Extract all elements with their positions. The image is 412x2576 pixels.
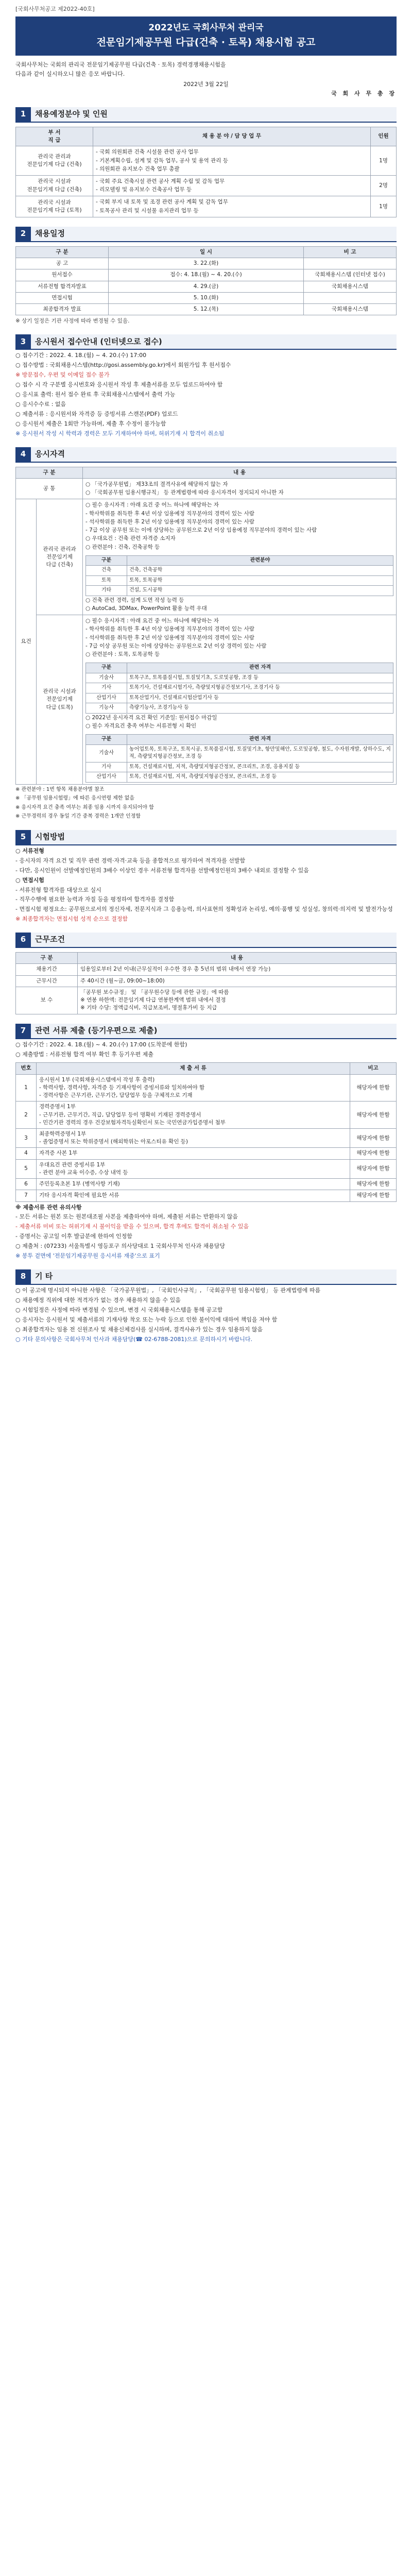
- text-line: - 석사학위를 취득한 후 2년 이상 임용예정 직무분야의 경력이 있는 사람: [85, 518, 254, 525]
- table-cell: 6: [16, 1179, 37, 1190]
- table-cell: 채용기간: [16, 964, 78, 975]
- table-header: 채 용 분 야 / 담 당 업 무: [93, 127, 371, 146]
- table-cell: 3: [16, 1128, 37, 1147]
- table-cell: 해당자에 한함: [350, 1190, 397, 1201]
- section-title: 근무조건: [31, 933, 397, 947]
- recruitment-table: [15, 127, 397, 217]
- table-header: 제 출 서 류: [37, 1063, 350, 1074]
- table-row: [86, 673, 393, 683]
- section-number: 3: [15, 334, 31, 349]
- table-cell: 「공무원 보수규정」 및 「공무원수당 등에 관한 규정」에 따름 ※ 연봉 하한액: 전문임기제 다급 연봉한계액 범위 내에서 결정 ※ 기타 수당: 정액급식비, 직급보조비, 명절휴가비 등 지급: [78, 987, 397, 1014]
- table-header: 구 분: [16, 467, 83, 478]
- text-line: ○ 제출서류 : 응시원서와 자격증 등 증빙서류 스캔본(PDF) 업로드: [15, 411, 178, 417]
- table-cell: 기사: [86, 762, 127, 772]
- section-title: 채용일정: [31, 227, 397, 241]
- section-etc: [15, 1269, 397, 1344]
- common-label: 공 통: [16, 479, 83, 499]
- table-row: [86, 586, 393, 596]
- table-cell: 2: [16, 1101, 37, 1129]
- table-cell: 1: [16, 1074, 37, 1101]
- table-cell: 건축: [86, 566, 127, 576]
- text-line: - 학사학위를 취득한 후 4년 이상 임용예정 직무분야의 경력이 있는 사람: [85, 626, 254, 633]
- sub-header: 구분: [86, 663, 127, 673]
- table-header: 구 분: [16, 953, 78, 964]
- section-title: 기 타: [31, 1269, 397, 1284]
- section-qualifications: [15, 447, 397, 821]
- table-cell: 기타: [86, 586, 127, 596]
- table-cell: 건축, 건축공학: [127, 566, 393, 576]
- sub-header: 관련 자격: [127, 735, 393, 745]
- section-header: [15, 1269, 397, 1285]
- count-cell: 1명: [371, 196, 397, 217]
- table-cell: 자격증 사본 1부: [37, 1148, 350, 1159]
- table-cell: [304, 258, 397, 269]
- table-row: [16, 1179, 397, 1190]
- exam-lines: [15, 847, 397, 924]
- table-row: [16, 281, 397, 292]
- text-line: ○ AutoCad, 3DMax, PowerPoint 활용 능력 우대: [85, 605, 207, 612]
- table-cell: 해당자에 한함: [350, 1074, 397, 1101]
- dept-cell: 관리국 시설과 전문임기제 다급 (건축): [16, 175, 93, 196]
- table-row: [16, 258, 397, 269]
- civil-license-table: [85, 734, 393, 783]
- duty-line: - 국회 의원회관 건축 시설물 관련 공사 업무: [96, 149, 199, 156]
- text-line: ○ 관련분야 : 건축, 건축공학 등: [85, 544, 160, 550]
- issuer: 국 회 사 무 총 장: [331, 90, 397, 97]
- text-line: - 서류전형 합격자를 대상으로 실시: [15, 886, 101, 893]
- field-label: 요건: [16, 499, 37, 784]
- table-row: [86, 683, 393, 693]
- sub-header: 구분: [86, 555, 127, 566]
- section-number: 5: [15, 830, 31, 844]
- text-line: ○ 응시자는 응시원서 및 제출서류의 기재사항 착오 또는 누락 등으로 인한 불이익에 대하여 책임을 져야 함: [15, 1316, 278, 1323]
- text-line: ○ 채용예정 직위에 대한 적격자가 없는 경우 채용하지 않을 수 있음: [15, 1297, 181, 1304]
- table-cell: 5: [16, 1159, 37, 1178]
- text-line: ※ 봉투 겉면에 '전문임기제공무원 응시서류 재중'으로 표기: [15, 1252, 160, 1260]
- table-header: 내 용: [83, 467, 397, 478]
- announcement-date: 2022년 3월 22일: [183, 81, 229, 88]
- text-line: ※ 제출서류 관련 유의사항: [15, 1204, 82, 1211]
- text-line: - 면접시험 평정요소: 공무원으로서의 정신자세, 전문지식과 그 응용능력, 의사표현의 정확성과 논리성, 예의·품행 및 성실성, 창의력·의지력 및 발전가능성: [15, 906, 393, 913]
- title-line1: 2022년도 국회사무처 관리국: [148, 22, 264, 33]
- table-cell: 주 40시간 (월~금, 09:00~18:00): [78, 975, 397, 987]
- text-line: ※ 응시자격 요건 충족 여부는 최종 임용 시까지 유지되어야 함: [15, 804, 154, 810]
- documents-table: [15, 1062, 397, 1201]
- intro: [15, 61, 397, 98]
- text-line: - 학사학위를 취득한 후 4년 이상 임용예정 직무분야의 경력이 있는 사람: [85, 510, 254, 517]
- text-line: ○ 접수 시 각 구분별 응시번호와 응시원서 작성 후 제출서류를 모두 업로드하여야 함: [15, 381, 223, 388]
- table-cell: 토목산업기사, 건설재료시험산업기사 등: [127, 693, 393, 703]
- table-cell: 기사: [86, 683, 127, 693]
- text-line: ○ 필수 자격요건 충족 여부는 서류전형 시 확인: [85, 723, 197, 730]
- table-cell: 농어업토목, 토목구조, 토목시공, 토목품질시험, 토질및기초, 항만및해안, 도로및공항, 철도, 수자원개발, 상하수도, 지적, 측량및지형공간정보, 조경 등: [127, 744, 393, 762]
- duties-cell: [93, 196, 371, 217]
- table-cell: 보 수: [16, 987, 78, 1014]
- table-row: [16, 964, 397, 975]
- text-line: ○ 필수 응시자격 : 아래 요건 중 어느 하나에 해당하는 자: [85, 618, 219, 624]
- text-line: ○ 시험일정은 사정에 따라 변경될 수 있으며, 변경 시 국회채용시스템을 통해 공고함: [15, 1307, 223, 1313]
- text-line: ※ 응시원서 작성 시 학력과 경력은 모두 기재하여야 하며, 허위기재 시 합격이 취소됨: [15, 430, 225, 437]
- duty-line: - 의원회관 유지보수 건축 업무 총괄: [96, 165, 180, 172]
- table-cell: 우대요건 관련 증빙서류 1부 - 관련 분야 교육 이수증, 수상 내역 등: [37, 1159, 350, 1178]
- table-row: [16, 303, 397, 315]
- dept-cell: 관리국 시설과 전문임기제 다급 (토목): [16, 196, 93, 217]
- duty-line: - 토목공사 관리 및 시설물 유지관리 업무 등: [96, 207, 199, 214]
- table-row: [16, 1128, 397, 1147]
- table-row: [86, 772, 393, 783]
- section-header: [15, 933, 397, 948]
- table-header: 부 서 직 급: [16, 127, 93, 146]
- etc-lines: [15, 1286, 397, 1344]
- text-line: - 석사학위를 취득한 후 2년 이상 임용예정 직무분야의 경력이 있는 사람: [85, 634, 254, 641]
- documents-notes: [15, 1204, 397, 1261]
- table-row: [16, 175, 397, 196]
- text-line: ○ 응시수수료 : 없음: [15, 401, 66, 408]
- section-title: 채용예정분야 및 인원: [31, 107, 397, 122]
- table-cell: 해당자에 한함: [350, 1159, 397, 1178]
- table-cell: 해당자에 한함: [350, 1148, 397, 1159]
- table-cell: 해당자에 한함: [350, 1101, 397, 1129]
- table-cell: 토목, 건설재료시험, 지적, 측량및지형공간정보, 콘크리트, 조경, 응용지질 등: [127, 762, 393, 772]
- table-cell: 기타 응시자격 확인에 필요한 서류: [37, 1190, 350, 1201]
- table-header: 일 시: [109, 246, 304, 258]
- table-cell: 해당자에 한함: [350, 1128, 397, 1147]
- section-number: 7: [15, 1024, 31, 1038]
- duties-cell: [93, 175, 371, 196]
- text-line: - 응시자의 자격 요건 및 직무 관련 경력·자격·교육 등을 종합적으로 평가하여 적격자를 선발함: [15, 857, 246, 864]
- table-cell: 기술사: [86, 744, 127, 762]
- sub-header: 구분: [86, 735, 127, 745]
- table-cell: [304, 292, 397, 303]
- qualification-footnotes: [15, 786, 397, 821]
- text-line: ○ 2022년 응시자격 요건 확인 기준일: 원서접수 마감일: [85, 714, 217, 721]
- section-number: 8: [15, 1269, 31, 1284]
- section-number: 1: [15, 107, 31, 122]
- text-line: ○ 접수기간 : 2022. 4. 18.(월) ~ 4. 20.(수) 17:00: [15, 352, 147, 359]
- doc-number: [국회사무처공고 제2022-40호]: [15, 6, 95, 12]
- table-cell: 해당자에 한함: [350, 1179, 397, 1190]
- section-title: 관련 서류 제출 (등기우편으로 제출): [31, 1024, 397, 1038]
- section-title: 시험방법: [31, 830, 397, 844]
- text-line: ○ 응시표 출력: 원서 접수 완료 후 국회채용시스템에서 출력 가능: [15, 391, 176, 398]
- table-cell: 산업기사: [86, 693, 127, 703]
- table-row: [16, 1101, 397, 1129]
- text-line: - 직무수행에 필요한 능력과 자질 등을 평정하여 합격자를 결정함: [15, 896, 175, 903]
- section-application: [15, 334, 397, 437]
- section-header: [15, 1024, 397, 1039]
- civil-requirements: [83, 615, 397, 785]
- table-cell: 주민등록초본 1부 (병역사항 기재): [37, 1179, 350, 1190]
- text-line: - 7급 이상 공무원 또는 이에 상당하는 공무원으로 2년 이상 경력이 있는 사람: [85, 642, 267, 649]
- table-cell: 근무시간: [16, 975, 78, 987]
- duty-line: - 리모델링 및 유지보수 건축공사 업무 등: [96, 187, 192, 193]
- table-cell: 국회채용시스템: [304, 303, 397, 315]
- table-row: [16, 292, 397, 303]
- table-row: [16, 146, 397, 176]
- arch-label: 관리국 관리과 전문임기제 다급 (건축): [37, 499, 83, 615]
- dept-cell: 관리국 관리과 전문임기제 다급 (건축): [16, 146, 93, 176]
- intro-line1: 국회사무처는 국회의 관리국 전문임기제공무원 다급(건축 · 토목) 경력경쟁채용시험을: [15, 61, 226, 69]
- table-row: [86, 762, 393, 772]
- table-row: [86, 693, 393, 703]
- table-row: [16, 269, 397, 281]
- text-line: ○ 관련분야 : 토목, 토목공학 등: [85, 651, 160, 658]
- table-cell: 접수: 4. 18.(월) ~ 4. 20.(수): [109, 269, 304, 281]
- table-header: 구 분: [16, 246, 109, 258]
- table-row: [86, 703, 393, 714]
- section-header: [15, 830, 397, 845]
- text-line: ○ 건축 관련 경력, 설계 도면 작성 능력 등: [85, 597, 184, 603]
- table-row: [86, 575, 393, 586]
- duty-line: - 국회 부지 내 토목 및 조경 관련 공사 계획 및 감독 업무: [96, 199, 228, 206]
- text-line: ※ 방문접수, 우편 및 이메일 접수 불가: [15, 371, 110, 379]
- text-line: - 모든 서류는 원본 또는 원본대조필 사본을 제출하여야 하며, 제출된 서류는 반환하지 않음: [15, 1213, 238, 1221]
- count-cell: 1명: [371, 146, 397, 176]
- section-conditions: [15, 933, 397, 1014]
- section-exam: [15, 830, 397, 924]
- table-cell: 기능사: [86, 703, 127, 714]
- table-cell: 면접시험: [16, 292, 109, 303]
- civil-label: 관리국 시설과 전문임기제 다급 (토목): [37, 615, 83, 785]
- text-line: ○ 제출처 : (07233) 서울특별시 영등포구 의사당대로 1 국회사무처 인사과 채용담당: [15, 1243, 225, 1250]
- section-header: [15, 227, 397, 242]
- text-line: ○ 「국회공무원 임용시행규칙」 등 관계법령에 따라 응시자격이 정지되지 아니한 자: [85, 489, 284, 496]
- table-cell: 4. 29.(금): [109, 281, 304, 292]
- text-line: ○ 면접시험: [15, 876, 44, 884]
- text-line: ○ 최종합격자는 임용 전 신원조사 및 채용신체검사를 실시하며, 결격사유가 있는 경우 임용하지 않음: [15, 1326, 263, 1333]
- table-header: 인원: [371, 127, 397, 146]
- text-line: ○ 접수방법 : 국회채용시스템(http://gosi.assembly.go.kr)에서 회원가입 후 원서접수: [15, 362, 231, 369]
- table-header: 비고: [350, 1063, 397, 1074]
- duties-cell: [93, 146, 371, 176]
- schedule-table: [15, 246, 397, 315]
- text-line: ○ 기타 문의사항은 국회사무처 인사과 채용담당(☎ 02-6788-2081)으로 문의하시기 바랍니다.: [15, 1335, 253, 1343]
- table-row: [16, 1190, 397, 1201]
- table-cell: 4: [16, 1148, 37, 1159]
- table-row: [16, 1148, 397, 1159]
- duty-line: - 기본계획수립, 설계 및 감독 업무, 공사 및 용역 관리 등: [96, 157, 228, 164]
- table-cell: 건설, 도시공학: [127, 586, 393, 596]
- title-box: [15, 16, 397, 56]
- table-cell: 토목, 건설재료시험, 지적, 측량및지형공간정보, 콘크리트, 조경 등: [127, 772, 393, 783]
- text-line: ○ 「국가공무원법」 제33조의 결격사유에 해당하지 않는 자: [85, 481, 228, 488]
- table-row: [16, 196, 397, 217]
- text-line: ○ 이 공고에 명시되지 아니한 사항은 「국가공무원법」, 「국회인사규칙」, 「국회공무원 임용시험령」 등 관계법령에 따름: [15, 1287, 321, 1294]
- text-line: ○ 응시원서 제출은 1회만 가능하며, 제출 후 수정이 불가능함: [15, 420, 166, 427]
- sub-header: 관련 자격: [127, 663, 393, 673]
- table-cell: 경력증명서 1부 - 근무기관, 근무기간, 직급, 담당업무 등이 명확히 기재된 경력증명서 - 민간기관 경력의 경우 건강보험자격득실확인서 또는 국민연금가입증명서 첨부: [37, 1101, 350, 1129]
- table-cell: 원서접수: [16, 269, 109, 281]
- table-row: [16, 1159, 397, 1178]
- table-cell: 측량기능사, 조경기능사 등: [127, 703, 393, 714]
- table-cell: 응시원서 1부 (국회채용시스템에서 작성 후 출력) - 학력사항, 경력사항, 자격증 등 기재사항이 증빙서류와 일치하여야 함 - 경력사항은 근무기관, 근무기간, 담당업무 등을 구체적으로 기재: [37, 1074, 350, 1101]
- table-cell: 토목: [86, 575, 127, 586]
- table-header: 비 고: [304, 246, 397, 258]
- arch-requirements: [83, 499, 397, 615]
- application-lines: [15, 351, 397, 437]
- qualifications-table: [15, 467, 397, 785]
- section-header: [15, 107, 397, 123]
- section-number: 4: [15, 447, 31, 462]
- section-recruitment: [15, 107, 397, 217]
- text-line: - 증명서는 공고일 이후 발급분에 한하여 인정함: [15, 1233, 132, 1240]
- table-cell: 최종합격자 발표: [16, 303, 109, 315]
- table-header: 내 용: [78, 953, 397, 964]
- table-row: [86, 744, 393, 762]
- text-line: - 7급 이상 공무원 또는 이에 상당하는 공무원으로 2년 이상 임용예정 직무분야의 경력이 있는 사람: [85, 527, 317, 534]
- table-header: 번호: [16, 1063, 37, 1074]
- table-row: [16, 987, 397, 1014]
- table-cell: 토목기사, 건설재료시험기사, 측량및지형공간정보기사, 조경기사 등: [127, 683, 393, 693]
- text-line: ○ 필수 응시자격 : 아래 요건 중 어느 하나에 해당하는 자: [85, 502, 219, 509]
- table-cell: 토목구조, 토목품질시험, 토질및기초, 도로및공항, 조경 등: [127, 673, 393, 683]
- text-line: ○ 서류전형: [15, 847, 44, 854]
- table-cell: 5. 12.(목): [109, 303, 304, 315]
- conditions-table: [15, 952, 397, 1014]
- text-line: ○ 제출방법 : 서류전형 합격 여부 확인 후 등기우편 제출: [15, 1050, 153, 1058]
- table-row: [86, 566, 393, 576]
- text-line: ○ 우대요건 : 건축 관련 자격증 소지자: [85, 535, 176, 542]
- table-row: [16, 1074, 397, 1101]
- text-line: ※ 관련분야 : 1번 항목 채용분야별 참조: [15, 786, 105, 792]
- arch-subtable: [85, 555, 393, 596]
- section-title: 응시자격: [31, 447, 397, 462]
- table-cell: 국회채용시스템: [304, 281, 397, 292]
- text-line: - 다만, 응시인원이 선발예정인원의 3배수 이상인 경우 서류전형 합격자를 선발예정인원의 3배수 내외로 결정할 수 있음: [15, 867, 309, 874]
- table-cell: 5. 10.(화): [109, 292, 304, 303]
- table-cell: 기술사: [86, 673, 127, 683]
- section-schedule: [15, 227, 397, 326]
- documents-intro: [15, 1041, 397, 1059]
- section-header: [15, 447, 397, 463]
- text-line: ※ 최종합격자는 면접시험 성적 순으로 결정함: [15, 916, 128, 923]
- common-requirements: [83, 479, 397, 499]
- text-line: ※ 「공무원 임용시험령」에 따른 응시연령 제한 없음: [15, 795, 134, 802]
- table-cell: 임용일로부터 2년 이내(근무실적이 우수한 경우 총 5년의 범위 내에서 연장 가능): [78, 964, 397, 975]
- section-number: 6: [15, 933, 31, 947]
- table-cell: 토목, 토목공학: [127, 575, 393, 586]
- table-cell: 최종학력증명서 1부 - 졸업증명서 또는 학위증명서 (해외학위는 아포스티유 확인 등): [37, 1128, 350, 1147]
- civil-subtable: [85, 663, 393, 714]
- section-number: 2: [15, 227, 31, 241]
- sub-header: 관련분야: [127, 555, 393, 566]
- section-header: [15, 334, 397, 350]
- title-line2: 전문임기제공무원 다급(건축 · 토목) 채용시험 공고: [96, 36, 316, 48]
- text-line: ○ 접수기간 : 2022. 4. 18.(월) ~ 4. 20.(수) 17:00 (도착분에 한함): [15, 1041, 187, 1048]
- duty-line: - 국회 주요 건축시설 관련 공사 계획 수립 및 감독 업무: [96, 178, 225, 184]
- table-cell: 산업기사: [86, 772, 127, 783]
- table-cell: 3. 22.(화): [109, 258, 304, 269]
- table-row: [16, 975, 397, 987]
- text-line: ※ 근무경력의 경우 동일 기간 중복 경력은 1개만 인정함: [15, 814, 141, 820]
- schedule-note: ※ 상기 일정은 기관 사정에 따라 변경될 수 있음.: [15, 318, 130, 325]
- count-cell: 2명: [371, 175, 397, 196]
- table-cell: 공 고: [16, 258, 109, 269]
- intro-line2: 다음과 같이 실시하오니 많은 응모 바랍니다.: [15, 71, 125, 78]
- text-line: - 제출서류 미비 또는 허위기재 시 불이익을 받을 수 있으며, 합격 후에도 합격이 취소될 수 있음: [15, 1223, 249, 1230]
- table-cell: 국회채용시스템 (인터넷 접수): [304, 269, 397, 281]
- table-cell: 서류전형 합격자발표: [16, 281, 109, 292]
- table-cell: 7: [16, 1190, 37, 1201]
- section-documents: [15, 1024, 397, 1261]
- section-title: 응시원서 접수안내 (인터넷으로 접수): [31, 334, 397, 349]
